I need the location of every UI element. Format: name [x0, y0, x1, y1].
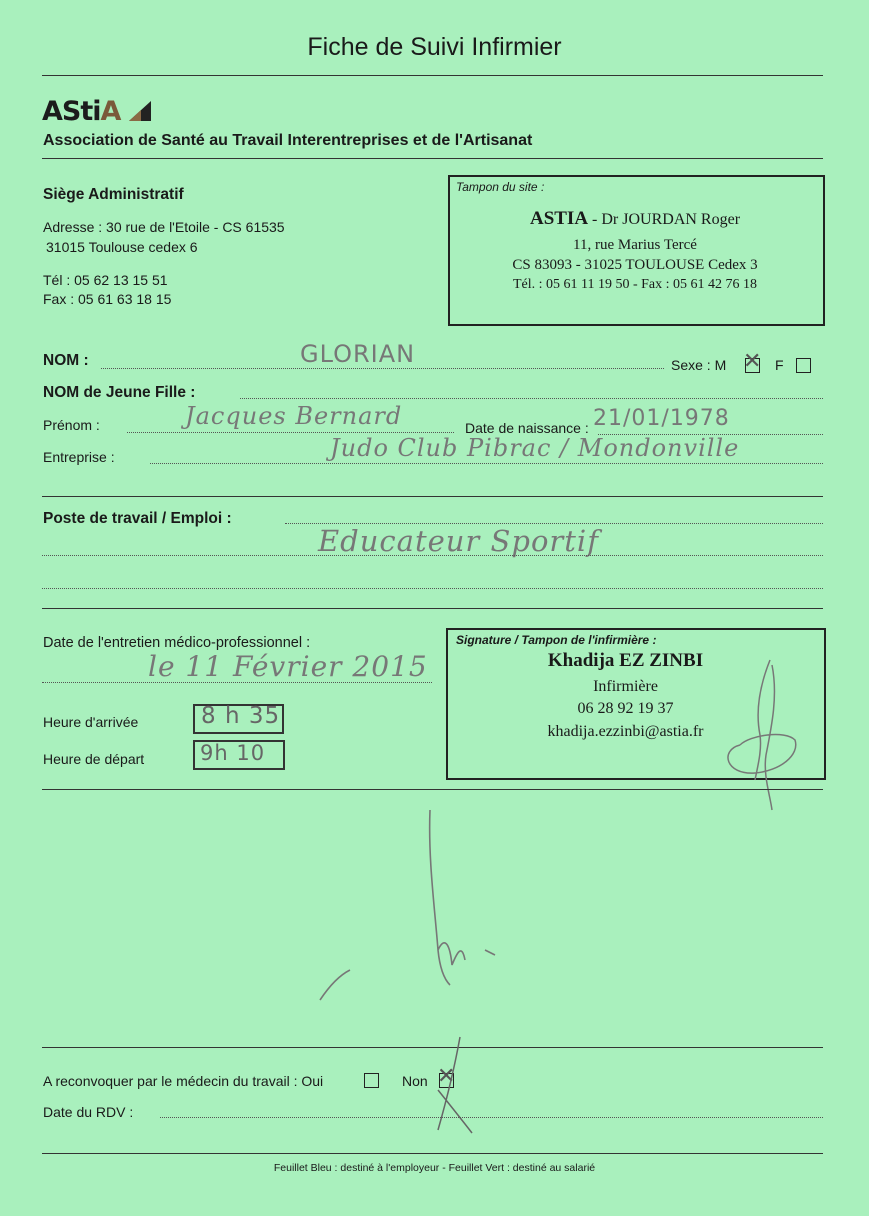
sexe-m-checkbox[interactable]: [743, 349, 762, 374]
arrivee-box[interactable]: [193, 704, 284, 734]
divider: [42, 608, 823, 609]
site-stamp-line2: 11, rue Marius Tercé: [573, 237, 697, 253]
astia-logo: [42, 96, 151, 127]
check-mark-icon: ✕: [743, 349, 762, 374]
sexe-label: Sexe : M: [671, 357, 727, 373]
reconvoquer-label: A reconvoquer par le médecin du travail : Oui: [43, 1073, 324, 1089]
entreprise-label: Entreprise :: [43, 449, 115, 465]
nom-label: NOM :: [43, 352, 89, 369]
logo-text-accent: A: [100, 96, 121, 127]
depart-label: Heure de départ: [43, 751, 145, 767]
site-stamp-label: Tampon du site :: [456, 180, 545, 194]
siege-address-line2: 31015 Toulouse cedex 6: [46, 239, 198, 255]
logo-text: ASti: [42, 96, 101, 127]
divider: [42, 158, 823, 159]
jeune-fille-line: [240, 398, 823, 399]
non-cross-mark-icon: [430, 1035, 480, 1135]
entretien-date-label: Date de l'entretien médico-professionnel :: [43, 635, 311, 651]
site-stamp-org: ASTIA: [529, 208, 589, 229]
doctor-signature-icon: [310, 800, 510, 1010]
jeune-fille-label: NOM de Jeune Fille :: [43, 384, 196, 401]
siege-heading: Siège Administratif: [43, 186, 184, 203]
footer-note: Feuillet Bleu : destiné à l'employeur - Feuillet Vert : destiné au salarié: [273, 1162, 596, 1174]
depart-box[interactable]: [193, 740, 285, 770]
entreprise-value[interactable]: Judo Club Pibrac / Mondonville: [330, 434, 740, 462]
sexe-f-label: F: [775, 357, 784, 373]
divider: [42, 496, 823, 497]
poste-value[interactable]: Educateur Sportif: [318, 524, 599, 558]
prenom-value[interactable]: Jacques Bernard: [185, 402, 403, 430]
nurse-email: khadija.ezzinbi@astia.fr: [547, 723, 704, 740]
siege-fax: Fax : 05 61 63 18 15: [43, 291, 172, 307]
siege-address-line1: Adresse : 30 rue de l'Etoile - CS 61535: [43, 219, 285, 235]
depart-value: 9h 10: [200, 741, 266, 765]
naissance-label: Date de naissance :: [465, 420, 589, 436]
poste-label: Poste de travail / Emploi :: [43, 510, 232, 527]
nurse-signature-icon: [700, 655, 820, 815]
divider: [42, 75, 823, 76]
site-stamp-line1: [450, 208, 820, 230]
oui-checkbox[interactable]: [364, 1073, 379, 1088]
divider: [42, 789, 823, 790]
site-stamp-line3: CS 83093 - 31025 TOULOUSE Cedex 3: [512, 257, 758, 273]
arrivee-value: 8 h 35: [201, 703, 281, 729]
poste-line-2: [42, 555, 823, 556]
entretien-date-value[interactable]: le 11 Février 2015: [148, 650, 428, 683]
nurse-phone: 06 28 92 19 37: [577, 700, 674, 717]
entreprise-line: [150, 463, 823, 464]
prenom-label: Prénom :: [43, 417, 100, 433]
organization-name: Association de Santé au Travail Interentreprises et de l'Artisanat: [43, 132, 533, 149]
poste-line-3: [42, 588, 823, 589]
site-stamp-doctor: - Dr JOURDAN Roger: [588, 211, 741, 228]
sexe-f-checkbox[interactable]: [796, 358, 811, 373]
nurse-name: Khadija EZ ZINBI: [547, 650, 704, 671]
site-stamp-line4: Tél. : 05 61 11 19 50 - Fax : 05 61 42 76 18: [512, 277, 758, 292]
arrivee-label: Heure d'arrivée: [43, 714, 139, 730]
nom-line: [101, 368, 664, 369]
check-mark-icon: ✕: [437, 1064, 456, 1089]
nom-value[interactable]: GLORIAN: [300, 340, 416, 368]
nurse-role: Infirmière: [593, 678, 658, 695]
form-title: Fiche de Suivi Infirmier: [307, 33, 562, 61]
divider: [42, 1153, 823, 1154]
rdv-line: [160, 1117, 823, 1118]
rdv-label: Date du RDV :: [43, 1104, 134, 1120]
siege-tel: Tél : 05 62 13 15 51: [43, 272, 168, 288]
prenom-line: [127, 432, 454, 433]
nurse-stamp-label: Signature / Tampon de l'infirmière :: [456, 633, 657, 647]
non-label: Non: [402, 1073, 428, 1089]
logo-mark-icon: [129, 101, 151, 121]
naissance-value[interactable]: 21/01/1978: [593, 406, 730, 431]
